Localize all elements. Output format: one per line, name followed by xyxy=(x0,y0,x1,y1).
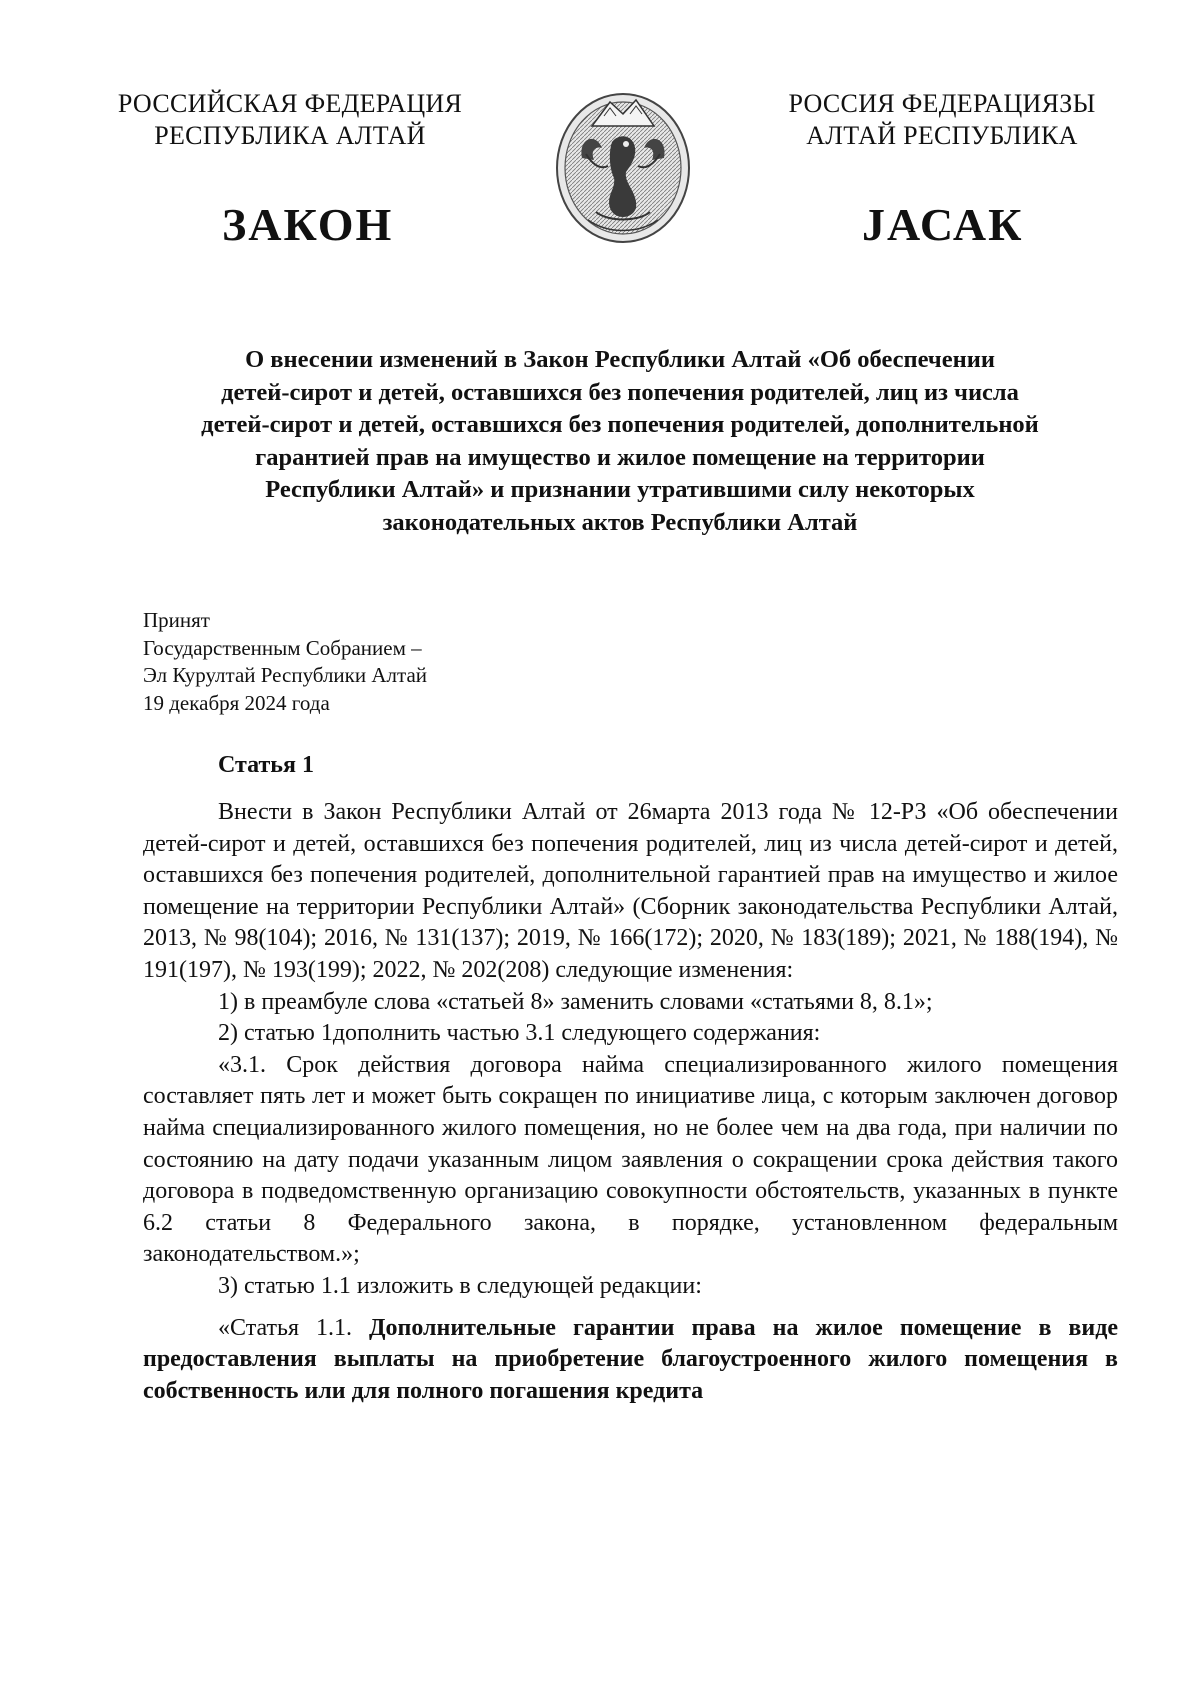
article-intro-paragraph: Внести в Закон Республики Алтай от 26марта 2013 года № 12-РЗ «Об обеспечении детей-сирот и детей, оставшихся без попечения родителей, лиц из числа детей-сирот и детей, оставшихся без попечения родителей, дополнительной гарантией прав на имущество и жилое помещение на территории Республики Алтай» (Сборник законодательства Республики Алтай, 2013, № 98(104); 2016, № 131(137); 2019, № 166(172); 2020, № 183(189); 2021, № 188(194), № 191(197), № 193(199); 2022, № 202(208) следующие изменения: xyxy=(143,799,1118,983)
amendment-item-1: 1) в преамбуле слова «статьей 8» заменить словами «статьями 8, 8.1»; xyxy=(218,988,933,1015)
header-right-block xyxy=(752,88,1132,152)
article-1-1-heading xyxy=(143,1313,1118,1408)
header-left-country: РОССИЙСКАЯ ФЕДЕРАЦИЯ xyxy=(117,89,463,118)
header-right-republic: АЛТАЙ РЕСПУБЛИКА xyxy=(806,121,1078,150)
law-title-russian: ЗАКОН xyxy=(222,199,394,250)
title-line: детей-сирот и детей, оставшихся без попечения родителей, дополнительной xyxy=(201,411,1039,438)
adoption-line: Государственным Собранием – xyxy=(143,635,422,660)
article-heading: Статья 1 xyxy=(218,752,314,778)
title-line: законодательных актов Республики Алтай xyxy=(382,508,858,536)
adoption-date: 19 декабря 2024 года xyxy=(143,690,330,715)
title-line: гарантией прав на имущество и жилое помещение на территории xyxy=(255,443,985,471)
article-body xyxy=(143,797,1118,1407)
adoption-line: Принят xyxy=(143,608,210,632)
header-right-country: РОССИЯ ФЕДЕРАЦИЯЗЫ xyxy=(788,89,1096,118)
law-title-altai: ЈАСАК xyxy=(862,199,1024,250)
adoption-line: Эл Курултай Республики Алтай xyxy=(143,663,428,687)
title-line: детей-сирот и детей, оставшихся без попечения родителей, лиц из числа xyxy=(221,378,1019,406)
law-title xyxy=(140,344,1100,539)
article-1-1-prefix: «Статья 1.1. xyxy=(218,1314,369,1341)
adoption-block xyxy=(143,607,427,717)
header-left-republic: РЕСПУБЛИКА АЛТАЙ xyxy=(154,121,426,150)
title-line: О внесении изменений в Закон Республики Алтай «Об обеспечении xyxy=(245,346,995,373)
amendment-item-3: 3) статью 1.1 изложить в следующей редакции: xyxy=(218,1272,702,1299)
article-1-1-title: Дополнительные гарантии права на жилое помещение в виде предоставления выплаты на приобретение благоустроенного жилого помещения в собственность или для полного погашения кредита xyxy=(143,1314,1118,1404)
quoted-part-3-1: «3.1. Срок действия договора найма специализированного жилого помещения составляет пять лет и может быть сокращен по инициативе лица, с которым заключен договор найма специализированного жилого помещения, но не более чем на два года, при наличии по состоянию на дату подачи указанным лицом заявления о сокращении срока действия такого договора в подведомственную организацию совокупности обстоятельств, указанных в пункте 6.2 статьи 8 Федерального закона, в порядке, установленном федеральным законодательством.»; xyxy=(143,1051,1118,1268)
title-line: Республики Алтай» и признании утратившими силу некоторых xyxy=(265,476,975,503)
header-left-block xyxy=(90,88,490,152)
altai-republic-coat-of-arms-icon xyxy=(552,88,694,248)
amendment-item-2: 2) статью 1дополнить частью 3.1 следующего содержания: xyxy=(218,1020,821,1047)
